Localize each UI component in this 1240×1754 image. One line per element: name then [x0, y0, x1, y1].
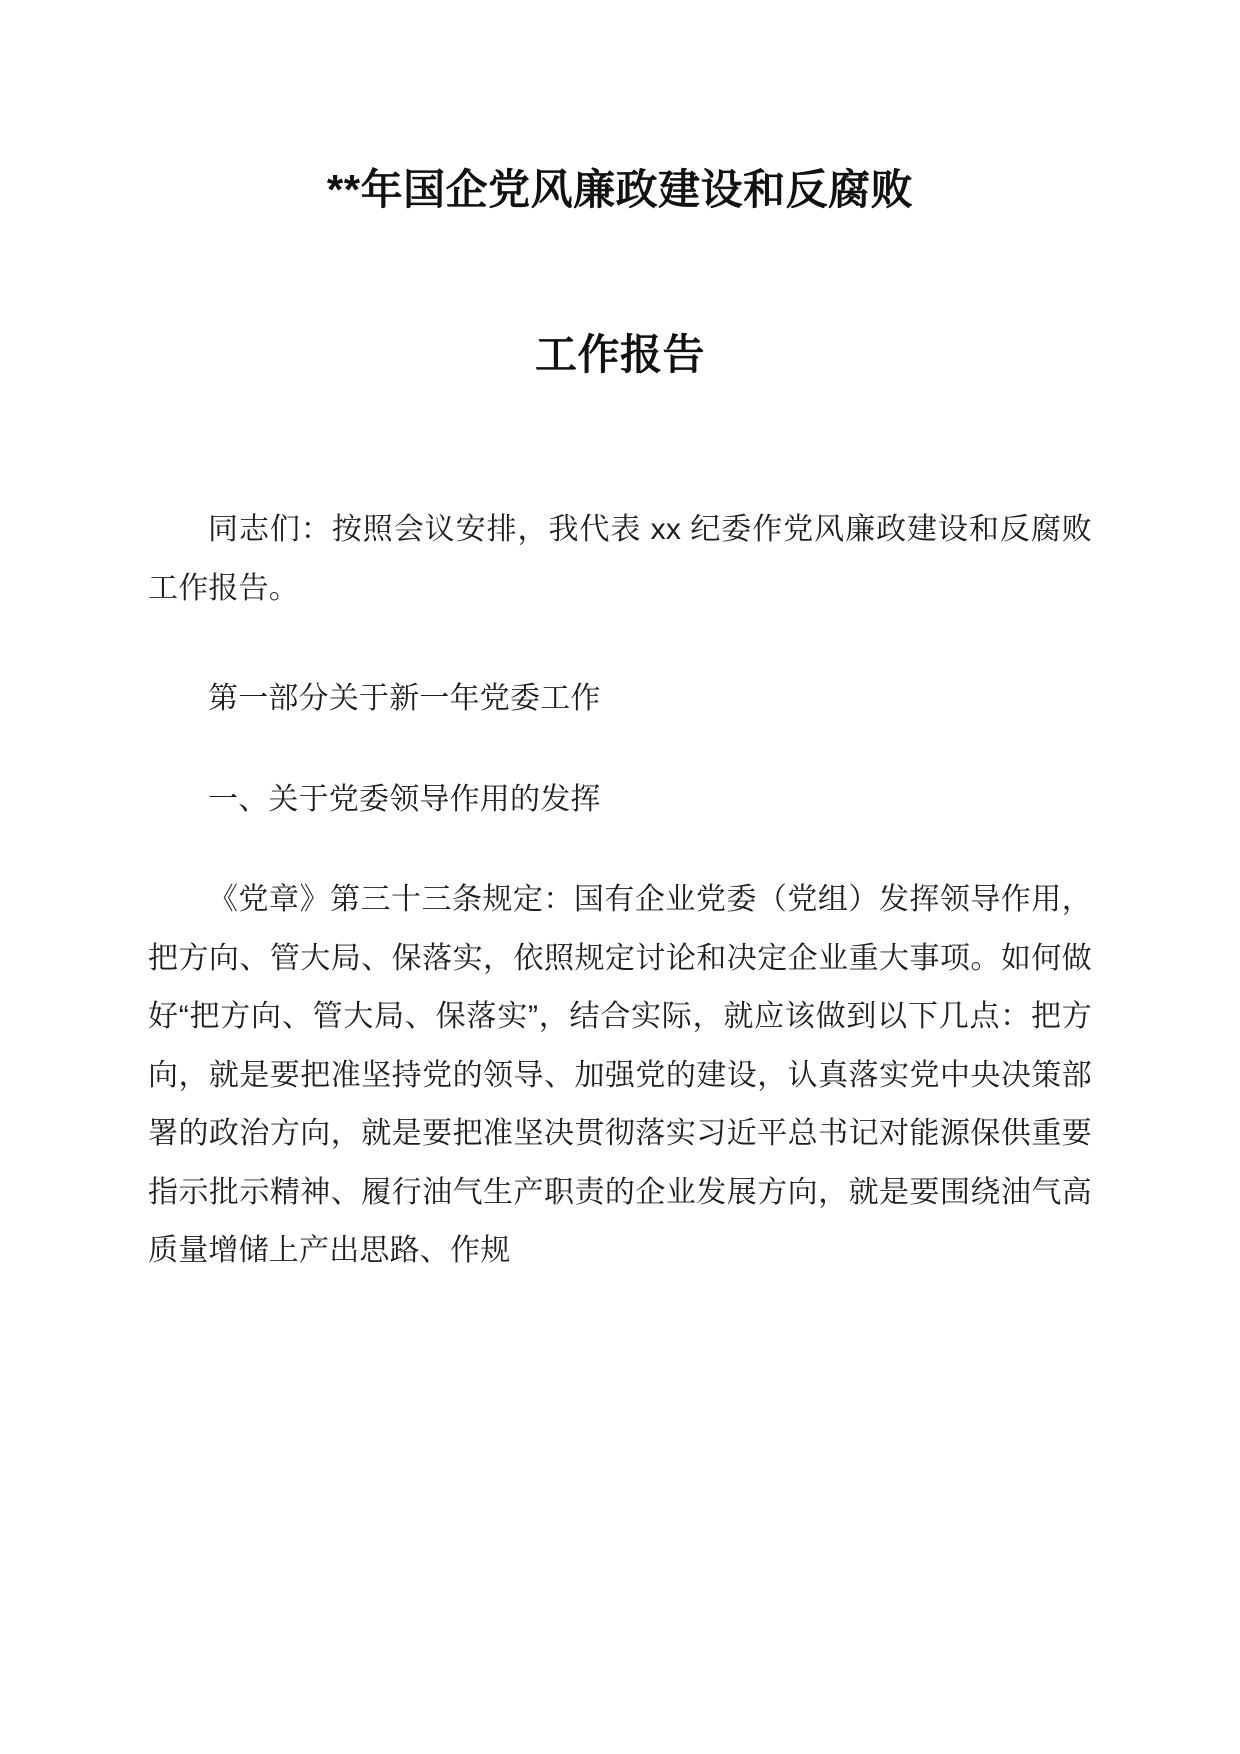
document-body [148, 501, 1092, 1281]
paragraph-intro: 同志们：按照会议安排，我代表 xx 纪委作党风廉政建设和反腐败工作报告。 [148, 513, 1092, 605]
document-title-line-2: 工作报告 [534, 330, 705, 378]
paragraph-section-one-body: 《党章》第三十三条规定：国有企业党委（党组）发挥领导作用，把方向、管大局、保落实，依照规定讨论和决定企业重大事项。如何做好“把方向、管大局、保落实”，结合实际，就应该做到以下几点：把方向，就是要把准坚持党的领导、加强党的建设，认真落实党中央决策部署的政治方向，就是要把准坚决贯彻落实习近平总书记对能源保供重要指示批示精神、履行油气生产职责的企业发展方向，就是要围绕油气高质量增储上产出思路、作规 [148, 883, 1092, 1268]
heading-section-one: 一、关于党委领导作用的发挥 [208, 782, 601, 816]
document-title [148, 162, 1092, 383]
heading-part-one: 第一部分关于新一年党委工作 [208, 682, 601, 716]
document-title-line-1: **年国企党风廉政建设和反腐败 [326, 166, 914, 213]
paragraph-spacer [148, 652, 1092, 670]
